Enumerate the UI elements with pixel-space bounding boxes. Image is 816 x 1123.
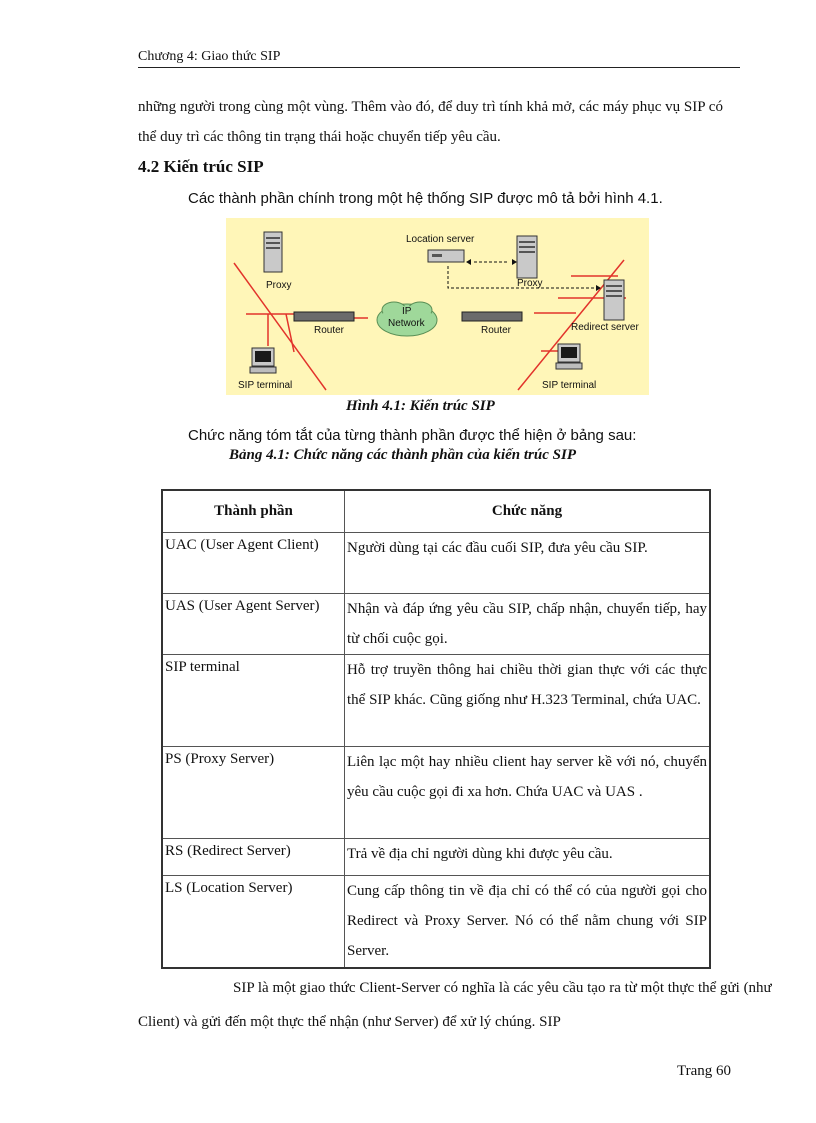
redirect-server-icon — [604, 280, 624, 320]
component-cell: LS (Location Server) — [162, 876, 345, 968]
arrowhead-icon — [466, 259, 471, 265]
component-cell: UAC (User Agent Client) — [162, 533, 345, 594]
table-intro: Chức năng tóm tắt của từng thành phần được thể hiện ở bảng sau: — [188, 427, 637, 444]
router-right-label: Router — [481, 325, 512, 336]
component-cell: PS (Proxy Server) — [162, 747, 345, 839]
sip-terminal-left-label: SIP terminal — [238, 380, 293, 391]
router-left-label: Router — [314, 325, 345, 336]
function-cell: Người dùng tại các đầu cuối SIP, đưa yêu cầu SIP. — [345, 533, 711, 594]
section-heading: 4.2 Kiến trúc SIP — [138, 157, 264, 176]
component-cell: UAS (User Agent Server) — [162, 594, 345, 655]
arrowhead-icon — [512, 259, 517, 265]
table-row — [162, 655, 710, 747]
sip-terminal-right-label: SIP terminal — [542, 380, 597, 391]
location-server-icon — [428, 250, 464, 262]
proxy-server-icon — [264, 232, 282, 272]
sip-architecture-figure — [226, 218, 649, 395]
function-cell: Trả về địa chỉ người dùng khi được yêu cầu. — [345, 839, 711, 876]
network-line — [286, 314, 294, 352]
computer-terminal-icon — [556, 344, 582, 369]
column-header: Chức năng — [345, 490, 711, 533]
router-icon — [462, 312, 522, 321]
table-caption: Bảng 4.1: Chức năng các thành phần của kiến trúc SIP — [229, 447, 576, 463]
location-server-label: Location server — [406, 234, 475, 245]
redirect-server-label: Redirect server — [571, 322, 639, 333]
table-row — [162, 533, 710, 594]
column-header: Thành phần — [162, 490, 345, 533]
component-cell: SIP terminal — [162, 655, 345, 747]
table-header-row — [162, 490, 710, 533]
computer-terminal-icon — [250, 348, 276, 373]
function-cell: Nhận và đáp ứng yêu cầu SIP, chấp nhận, chuyển tiếp, hay từ chối cuộc gọi. — [345, 594, 711, 655]
proxy-right-label: Proxy — [517, 278, 543, 289]
function-cell: Hỗ trợ truyền thông hai chiều thời gian thực với các thực thể SIP khác. Cũng giống như H.323 Terminal, chứa UAC. — [345, 655, 711, 747]
page-number: Trang 60 — [677, 1063, 732, 1079]
table-row — [162, 594, 710, 655]
proxy-server-icon — [517, 236, 537, 278]
figure-caption: Hình 4.1: Kiến trúc SIP — [346, 398, 495, 414]
function-cell: Cung cấp thông tin về địa chỉ có thể có của người gọi cho Redirect và Proxy Server. Nó có thể nằm chung với SIP Server. — [345, 876, 711, 968]
ip-label: IP — [402, 306, 412, 317]
table-row — [162, 876, 710, 968]
chapter-header: Chương 4: Giao thức SIP — [138, 49, 281, 64]
section-intro: Các thành phần chính trong một hệ thống SIP được mô tả bởi hình 4.1. — [188, 190, 663, 207]
header-divider — [138, 67, 740, 68]
table-row — [162, 747, 710, 839]
component-function-table — [161, 489, 711, 969]
router-icon — [294, 312, 354, 321]
proxy-left-label: Proxy — [266, 280, 292, 291]
component-cell: RS (Redirect Server) — [162, 839, 345, 876]
paragraph-client-server: SIP là một giao thức Client-Server có nghĩa là các yêu cầu tạo ra từ một thực thể gửi (như Client) và gửi đến một thực thể nhận (như Server) để xử lý chúng. SIP — [138, 980, 772, 1030]
function-cell: Liên lạc một hay nhiều client hay server kề với nó, chuyển yêu cầu cuộc gọi đi xa hơn. Chứa UAC và UAS . — [345, 747, 711, 839]
table-row — [162, 839, 710, 876]
network-label: Network — [388, 318, 425, 329]
paragraph-intro: những người trong cùng một vùng. Thêm vào đó, để duy trì tính khả mở, các máy phục vụ SIP có thể duy trì các thông tin trạng thái hoặc chuyển tiếp yêu cầu. — [138, 99, 723, 145]
